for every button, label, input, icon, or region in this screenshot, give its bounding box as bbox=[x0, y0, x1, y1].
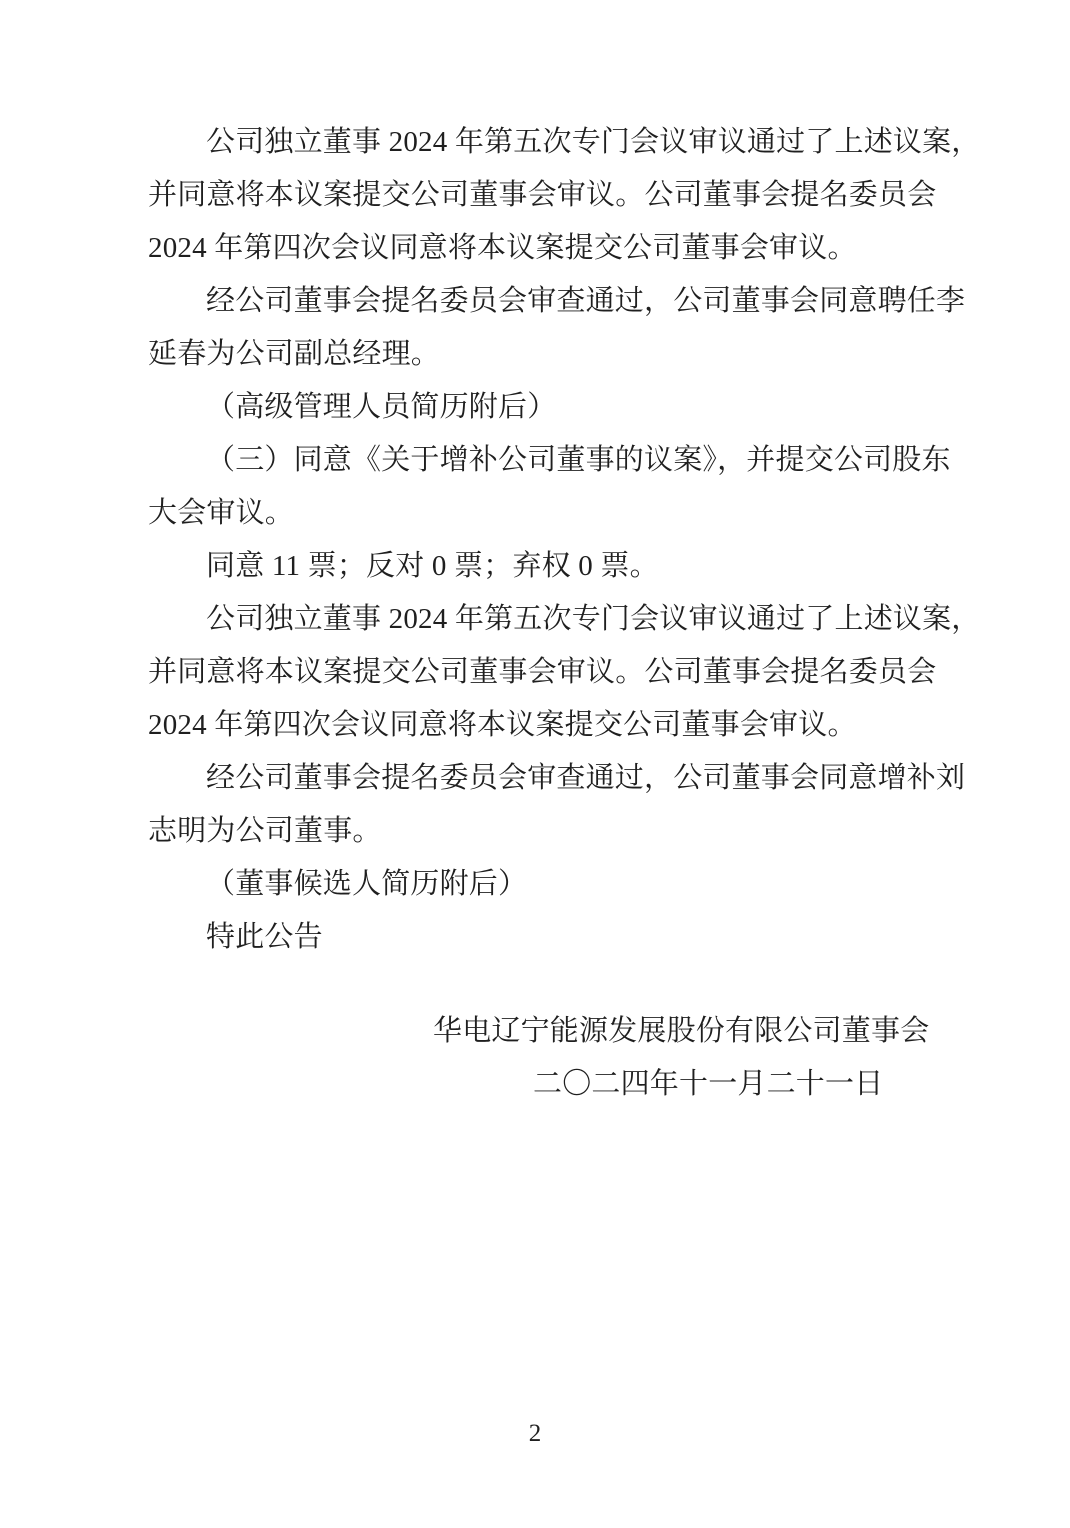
text-line: 经公司董事会提名委员会审查通过，公司董事会同意增补刘 bbox=[206, 762, 966, 794]
text-line: （三）同意《关于增补公司董事的议案》，并提交公司股东 bbox=[206, 444, 951, 476]
text-line: 大会审议。 bbox=[148, 497, 295, 529]
text-line: 公司独立董事 2024 年第五次专门会议审议通过了上述议案， bbox=[206, 126, 981, 158]
text-line: 经公司董事会提名委员会审查通过，公司董事会同意聘任李 bbox=[206, 285, 966, 317]
page-number: 2 bbox=[528, 1420, 542, 1447]
text-line: 并同意将本议案提交公司董事会审议。公司董事会提名委员会 bbox=[148, 656, 937, 688]
text-line: 公司独立董事 2024 年第五次专门会议审议通过了上述议案， bbox=[206, 603, 981, 635]
announcement-body-text bbox=[148, 116, 981, 964]
text-line: 同意 11 票；反对 0 票；弃权 0 票。 bbox=[206, 550, 659, 582]
text-line: （高级管理人员简历附后） bbox=[206, 391, 557, 423]
text-line: 并同意将本议案提交公司董事会审议。公司董事会提名委员会 bbox=[148, 179, 937, 211]
signature-block bbox=[148, 1005, 938, 1111]
text-line: 延春为公司副总经理。 bbox=[148, 338, 441, 370]
text-line: 志明为公司董事。 bbox=[148, 815, 382, 847]
text-line: 特此公告 bbox=[206, 921, 323, 953]
text-line: 2024 年第四次会议同意将本议案提交公司董事会审议。 bbox=[148, 709, 857, 741]
text-line: （董事候选人简历附后） bbox=[206, 868, 528, 900]
signature-date: 二〇二四年十一月二十一日 bbox=[533, 1068, 884, 1100]
text-line: 2024 年第四次会议同意将本议案提交公司董事会审议。 bbox=[148, 232, 857, 264]
signature-company-name: 华电辽宁能源发展股份有限公司董事会 bbox=[433, 1015, 930, 1047]
